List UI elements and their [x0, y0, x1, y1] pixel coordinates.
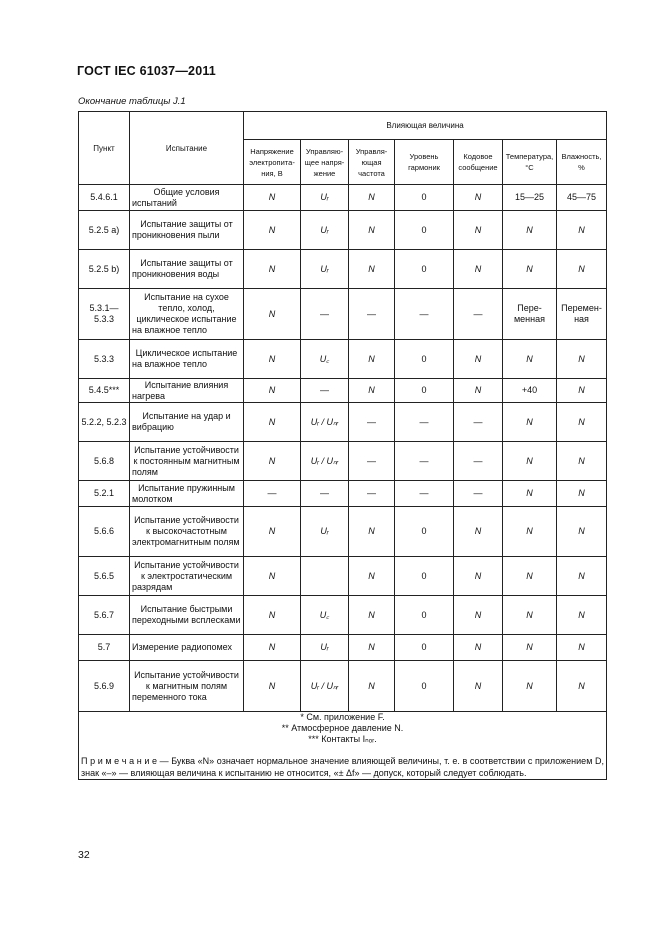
table-row [79, 442, 607, 481]
table-footnotes [79, 712, 607, 780]
cell-value: N [454, 211, 503, 250]
cell-value: N [557, 340, 607, 379]
cell-value: — [454, 442, 503, 481]
cell-value: N [557, 481, 607, 507]
header-test: Испытание [130, 112, 244, 185]
cell-value: N [503, 596, 557, 635]
cell-value: — [395, 442, 454, 481]
cell-value: N [557, 250, 607, 289]
cell-value: Uᵣ [301, 250, 349, 289]
cell-point: 5.6.5 [79, 557, 130, 596]
cell-value: Uᵣ / Uₙᵣ [301, 661, 349, 712]
table-row [79, 557, 607, 596]
cell-value: — [454, 481, 503, 507]
cell-value: 0 [395, 507, 454, 557]
cell-value: — [244, 481, 301, 507]
table-row [79, 250, 607, 289]
cell-value: 45—75 [557, 185, 607, 211]
cell-value: N [503, 481, 557, 507]
cell-value: N [557, 557, 607, 596]
cell-value: U꜀ [301, 596, 349, 635]
cell-value: N [454, 250, 503, 289]
cell-value: 0 [395, 379, 454, 403]
cell-value: — [454, 403, 503, 442]
document-header: ГОСТ IEC 61037—2011 [77, 64, 216, 78]
header-humidity: Влажность, % [557, 140, 607, 185]
cell-value: N [244, 289, 301, 340]
header-harmonics: Уровень гармоник [395, 140, 454, 185]
cell-test: Испытание устойчивости к магнитным полям переменного тока [130, 661, 244, 712]
cell-value: N [349, 557, 395, 596]
cell-value: — [395, 481, 454, 507]
cell-value: N [349, 250, 395, 289]
table-row [79, 635, 607, 661]
table-row [79, 340, 607, 379]
cell-value: N [557, 442, 607, 481]
cell-point: 5.4.5*** [79, 379, 130, 403]
cell-value: 0 [395, 211, 454, 250]
cell-point: 5.6.9 [79, 661, 130, 712]
cell-value: N [503, 340, 557, 379]
cell-value: N [349, 379, 395, 403]
cell-value: Uᵣ [301, 507, 349, 557]
cell-test: Измерение радиопомех [130, 635, 244, 661]
header-supply-voltage: Напряжение электропитания, В [244, 140, 301, 185]
cell-value: +40 [503, 379, 557, 403]
cell-value: — [349, 403, 395, 442]
page-number: 32 [78, 849, 90, 861]
cell-value: N [244, 185, 301, 211]
cell-value: 0 [395, 340, 454, 379]
cell-value: — [454, 289, 503, 340]
cell-value: N [349, 211, 395, 250]
cell-value: 0 [395, 661, 454, 712]
cell-value: Переменная [557, 289, 607, 340]
cell-value: N [503, 250, 557, 289]
cell-value: 0 [395, 557, 454, 596]
cell-value: — [301, 481, 349, 507]
cell-value: — [301, 379, 349, 403]
header-influence: Влияющая величина [244, 112, 607, 140]
cell-test: Испытание влияния нагрева [130, 379, 244, 403]
cell-value: N [349, 185, 395, 211]
table-row [79, 211, 607, 250]
cell-point: 5.6.8 [79, 442, 130, 481]
cell-value: N [557, 596, 607, 635]
cell-value: N [503, 442, 557, 481]
cell-value: N [244, 596, 301, 635]
cell-value: N [454, 185, 503, 211]
header-control-frequency: Управляющая частота [349, 140, 395, 185]
cell-test: Испытание на сухое тепло, холод, циклическое испытание на влажное тепло [130, 289, 244, 340]
cell-value: 0 [395, 185, 454, 211]
note-text: — Буква «N» означает нормальное значение влияющей величины, т. е. в соответствии с приложением D, знак «–» — влияющая величина к испытанию не относится, «± Δf» — допуск, который следует соблюдать. [81, 756, 604, 778]
cell-value: U꜀ [301, 340, 349, 379]
cell-test: Испытание защиты от проникновения пыли [130, 211, 244, 250]
cell-value: N [503, 507, 557, 557]
cell-value: N [244, 557, 301, 596]
cell-value: N [454, 379, 503, 403]
cell-value: N [454, 507, 503, 557]
cell-point: 5.4.6.1 [79, 185, 130, 211]
cell-test: Общие условия испытаний [130, 185, 244, 211]
cell-value: N [349, 507, 395, 557]
cell-test: Испытание быстрыми переходными всплесками [130, 596, 244, 635]
table-row [79, 481, 607, 507]
header-point: Пункт [79, 112, 130, 185]
footnote-3: *** Контакты Iₙₒᵣ. [308, 734, 377, 744]
cell-value: 0 [395, 635, 454, 661]
cell-point: 5.2.2, 5.2.3 [79, 403, 130, 442]
cell-point: 5.2.5 а) [79, 211, 130, 250]
cell-value: — [395, 289, 454, 340]
cell-value: N [244, 442, 301, 481]
cell-value: N [557, 661, 607, 712]
cell-value: N [454, 557, 503, 596]
table-row [79, 661, 607, 712]
cell-test: Испытание устойчивости к постоянным магнитным полям [130, 442, 244, 481]
cell-value: — [301, 289, 349, 340]
cell-value: N [244, 635, 301, 661]
cell-value: N [244, 403, 301, 442]
cell-value: — [349, 481, 395, 507]
cell-value: Uᵣ [301, 185, 349, 211]
cell-value: N [244, 661, 301, 712]
cell-value: N [454, 596, 503, 635]
cell-test: Циклическое испытание на влажное тепло [130, 340, 244, 379]
cell-value: N [349, 635, 395, 661]
cell-value: N [503, 557, 557, 596]
footnote-1: * См. приложение F. [300, 712, 385, 722]
cell-value: N [244, 250, 301, 289]
cell-value: N [349, 596, 395, 635]
cell-value: Uᵣ [301, 211, 349, 250]
cell-point: 5.6.6 [79, 507, 130, 557]
cell-value: 15—25 [503, 185, 557, 211]
cell-test: Испытание на удар и вибрацию [130, 403, 244, 442]
cell-test: Испытание защиты от проникновения воды [130, 250, 244, 289]
cell-test: Испытание устойчивости к электростатическим разрядам [130, 557, 244, 596]
cell-value: N [503, 403, 557, 442]
influence-table [78, 111, 607, 780]
cell-point: 5.3.3 [79, 340, 130, 379]
cell-point: 5.7 [79, 635, 130, 661]
cell-point: 5.3.1— 5.3.3 [79, 289, 130, 340]
cell-value: N [454, 340, 503, 379]
cell-value: N [454, 661, 503, 712]
table-row [79, 289, 607, 340]
cell-value: N [557, 403, 607, 442]
table-caption: Окончание таблицы J.1 [78, 96, 186, 107]
table-row [79, 507, 607, 557]
cell-value: N [244, 340, 301, 379]
cell-value: — [395, 403, 454, 442]
cell-value: N [557, 379, 607, 403]
cell-value: N [503, 661, 557, 712]
cell-value: N [557, 507, 607, 557]
note-label: П р и м е ч а н и е [81, 756, 157, 766]
cell-value: 0 [395, 596, 454, 635]
cell-value: N [244, 507, 301, 557]
cell-value: Uᵣ [301, 635, 349, 661]
cell-value: N [349, 661, 395, 712]
cell-value: — [349, 289, 395, 340]
table-row [79, 403, 607, 442]
cell-value: 0 [395, 250, 454, 289]
table-row [79, 379, 607, 403]
cell-value: N [557, 211, 607, 250]
footnote-2: ** Атмосферное давление N. [281, 723, 404, 733]
cell-value: Uᵣ / Uₙᵣ [301, 403, 349, 442]
cell-point: 5.2.1 [79, 481, 130, 507]
table-note [81, 755, 604, 779]
cell-value: N [349, 340, 395, 379]
cell-value: N [503, 635, 557, 661]
table-row [79, 185, 607, 211]
cell-point: 5.2.5 b) [79, 250, 130, 289]
header-control-voltage: Управляющее напряжение [301, 140, 349, 185]
header-temperature: Температура, °C [503, 140, 557, 185]
cell-value: N [557, 635, 607, 661]
table-row [79, 596, 607, 635]
cell-value [301, 557, 349, 596]
cell-test: Испытание устойчивости к высокочастотным электромагнитным полям [130, 507, 244, 557]
cell-value: N [244, 211, 301, 250]
cell-value: N [454, 635, 503, 661]
cell-point: 5.6.7 [79, 596, 130, 635]
cell-value: Переменная [503, 289, 557, 340]
cell-value: — [349, 442, 395, 481]
cell-value: N [244, 379, 301, 403]
cell-value: N [503, 211, 557, 250]
header-code-message: Кодовое сообщение [454, 140, 503, 185]
cell-value: Uᵣ / Uₙᵣ [301, 442, 349, 481]
cell-test: Испытание пружинным молотком [130, 481, 244, 507]
